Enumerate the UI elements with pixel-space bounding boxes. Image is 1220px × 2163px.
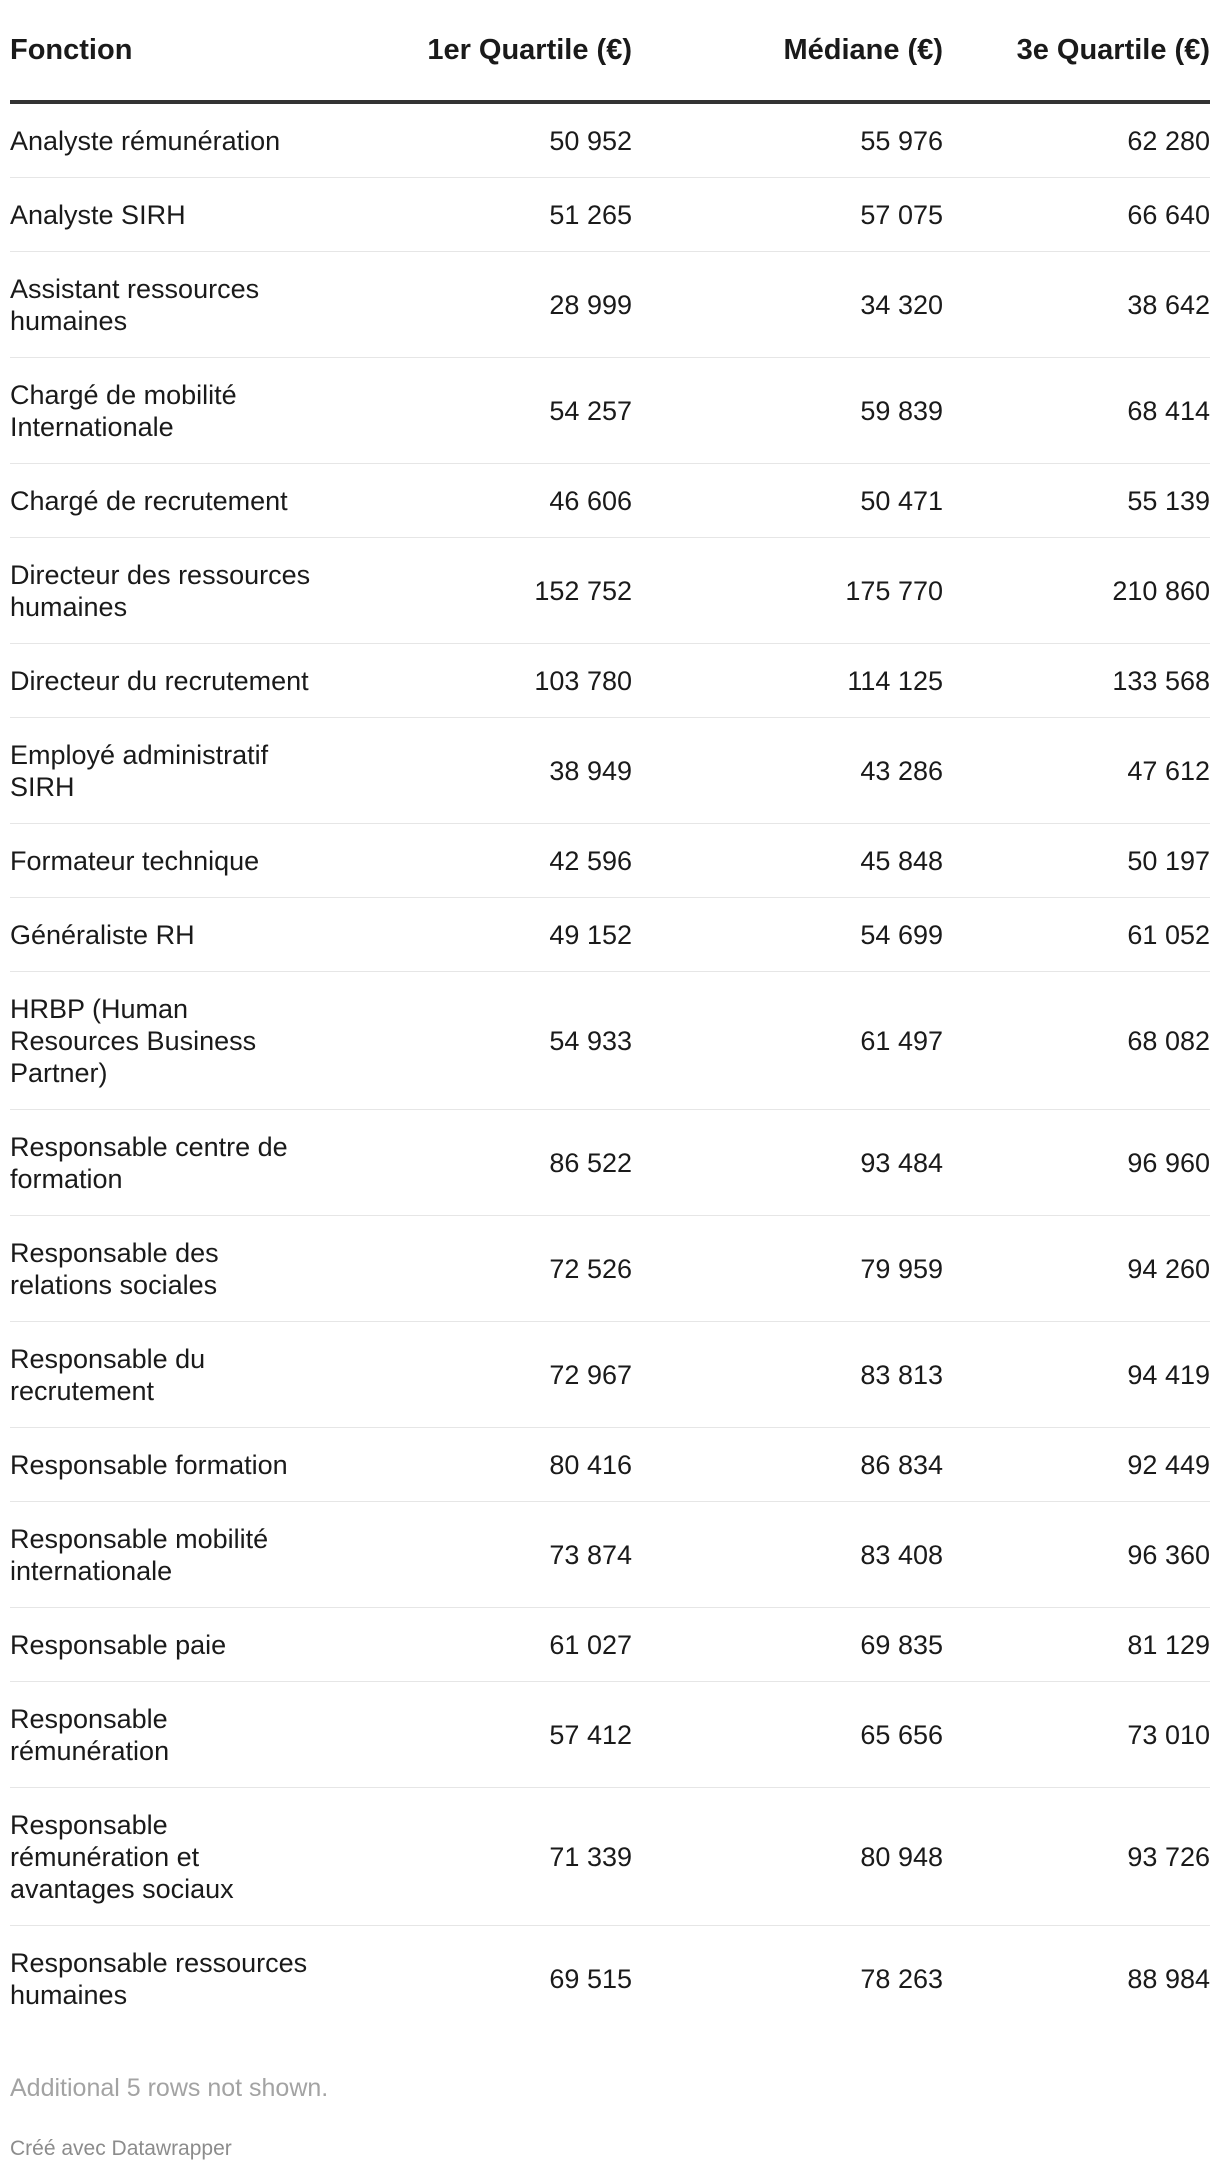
cell-q3: 81 129 xyxy=(943,1608,1210,1682)
cell-median: 50 471 xyxy=(632,464,943,538)
table-row xyxy=(10,824,1210,898)
cell-fonction: Responsable des relations sociales xyxy=(10,1216,332,1322)
table-row xyxy=(10,718,1210,824)
cell-fonction: Responsable rémunération et avantages sociaux xyxy=(10,1788,332,1926)
table-row xyxy=(10,358,1210,464)
cell-q1: 73 874 xyxy=(332,1502,632,1608)
cell-q1: 86 522 xyxy=(332,1110,632,1216)
cell-q3: 61 052 xyxy=(943,898,1210,972)
cell-median: 55 976 xyxy=(632,102,943,178)
column-header-fonction[interactable]: Fonction xyxy=(10,0,332,102)
cell-median: 79 959 xyxy=(632,1216,943,1322)
cell-median: 65 656 xyxy=(632,1682,943,1788)
cell-median: 45 848 xyxy=(632,824,943,898)
cell-median: 83 813 xyxy=(632,1322,943,1428)
cell-fonction: Directeur du recrutement xyxy=(10,644,332,718)
cell-q1: 80 416 xyxy=(332,1428,632,1502)
cell-q3: 68 082 xyxy=(943,972,1210,1110)
cell-median: 61 497 xyxy=(632,972,943,1110)
cell-fonction: Formateur technique xyxy=(10,824,332,898)
table-row xyxy=(10,644,1210,718)
cell-q3: 73 010 xyxy=(943,1682,1210,1788)
cell-fonction: Assistant ressources humaines xyxy=(10,252,332,358)
cell-q3: 93 726 xyxy=(943,1788,1210,1926)
cell-q1: 72 967 xyxy=(332,1322,632,1428)
table-row xyxy=(10,1216,1210,1322)
cell-fonction: Responsable formation xyxy=(10,1428,332,1502)
table-row xyxy=(10,1926,1210,2032)
cell-fonction: Responsable mobilité internationale xyxy=(10,1502,332,1608)
cell-median: 43 286 xyxy=(632,718,943,824)
cell-q1: 103 780 xyxy=(332,644,632,718)
cell-median: 78 263 xyxy=(860,1963,943,1994)
cell-fonction: Analyste SIRH xyxy=(10,178,332,252)
cell-fonction: Chargé de recrutement xyxy=(10,464,332,538)
cell-q1: 38 949 xyxy=(332,718,632,824)
column-header-q3[interactable]: 3e Quartile (€) xyxy=(943,0,1210,102)
cell-median: 175 770 xyxy=(632,538,943,644)
cell-median: 86 834 xyxy=(632,1428,943,1502)
cell-q3: 55 139 xyxy=(943,464,1210,538)
column-header-q1[interactable]: 1er Quartile (€) xyxy=(332,0,632,102)
table-row xyxy=(10,538,1210,644)
cell-fonction: HRBP (Human Resources Business Partner) xyxy=(10,972,332,1110)
cell-q1: 46 606 xyxy=(332,464,632,538)
cell-q1: 54 933 xyxy=(332,972,632,1110)
column-header-median[interactable]: Médiane (€) xyxy=(632,0,943,102)
cell-q1: 71 339 xyxy=(332,1788,632,1926)
cell-q1: 42 596 xyxy=(332,824,632,898)
cell-fonction: Chargé de mobilité Internationale xyxy=(10,358,332,464)
cell-q3: 50 197 xyxy=(943,824,1210,898)
cell-median: 54 699 xyxy=(632,898,943,972)
cell-q3: 68 414 xyxy=(943,358,1210,464)
cell-q3: 66 640 xyxy=(943,178,1210,252)
cell-q3: 47 612 xyxy=(943,718,1210,824)
header-row xyxy=(10,0,1210,102)
table-row xyxy=(10,972,1210,1110)
table-row xyxy=(10,102,1210,178)
cell-q3: 92 449 xyxy=(943,1428,1210,1502)
table-row xyxy=(10,1428,1210,1502)
cell-q1: 61 027 xyxy=(332,1608,632,1682)
cell-fonction: Responsable centre de formation xyxy=(10,1110,332,1216)
cell-q3: 62 280 xyxy=(943,102,1210,178)
cell-q1: 50 952 xyxy=(332,102,632,178)
cell-fonction: Responsable du recrutement xyxy=(10,1322,332,1428)
cell-median: 80 948 xyxy=(632,1788,943,1926)
cell-q1: 152 752 xyxy=(332,538,632,644)
table-row xyxy=(10,464,1210,538)
cell-q1: 54 257 xyxy=(332,358,632,464)
cell-median: 114 125 xyxy=(632,644,943,718)
cell-q3: 88 984 xyxy=(1127,1963,1210,1994)
cell-q1: 57 412 xyxy=(332,1682,632,1788)
table-row xyxy=(10,252,1210,358)
cell-fonction: Responsable rémunération xyxy=(10,1682,332,1788)
table-row xyxy=(10,1502,1210,1608)
cell-q1: 69 515 xyxy=(549,1963,632,1994)
cell-q3: 94 260 xyxy=(943,1216,1210,1322)
cell-fonction: Responsable ressources humaines xyxy=(10,1947,308,2010)
cell-fonction: Directeur des ressources humaines xyxy=(10,538,332,644)
cell-q1: 72 526 xyxy=(332,1216,632,1322)
salary-table xyxy=(10,0,1210,2031)
table-header xyxy=(10,0,1210,102)
cell-fonction: Employé administratif SIRH xyxy=(10,718,332,824)
table-row xyxy=(10,1682,1210,1788)
cell-fonction: Généraliste RH xyxy=(10,898,332,972)
cell-median: 83 408 xyxy=(632,1502,943,1608)
cell-q3: 96 360 xyxy=(943,1502,1210,1608)
table-row xyxy=(10,1788,1210,1926)
cell-q3: 38 642 xyxy=(943,252,1210,358)
cell-q3: 133 568 xyxy=(943,644,1210,718)
cell-q3: 210 860 xyxy=(943,538,1210,644)
cell-median: 93 484 xyxy=(632,1110,943,1216)
cell-q3: 96 960 xyxy=(943,1110,1210,1216)
cell-median: 34 320 xyxy=(632,252,943,358)
cell-q1: 28 999 xyxy=(332,252,632,358)
cell-median: 59 839 xyxy=(632,358,943,464)
cell-median: 69 835 xyxy=(632,1608,943,1682)
table-row xyxy=(10,178,1210,252)
cell-q1: 51 265 xyxy=(332,178,632,252)
table-row xyxy=(10,1322,1210,1428)
cell-q1: 49 152 xyxy=(332,898,632,972)
table-row xyxy=(10,1110,1210,1216)
credit-link[interactable]: Créé avec Datawrapper xyxy=(10,2137,232,2160)
table-row xyxy=(10,1608,1210,1682)
table-row xyxy=(10,898,1210,972)
rows-hidden-note: Additional 5 rows not shown. xyxy=(10,2074,329,2102)
cell-fonction: Analyste rémunération xyxy=(10,102,332,178)
cell-q3: 94 419 xyxy=(943,1322,1210,1428)
table-body xyxy=(10,102,1210,2031)
cell-median: 57 075 xyxy=(632,178,943,252)
cell-fonction: Responsable paie xyxy=(10,1608,332,1682)
